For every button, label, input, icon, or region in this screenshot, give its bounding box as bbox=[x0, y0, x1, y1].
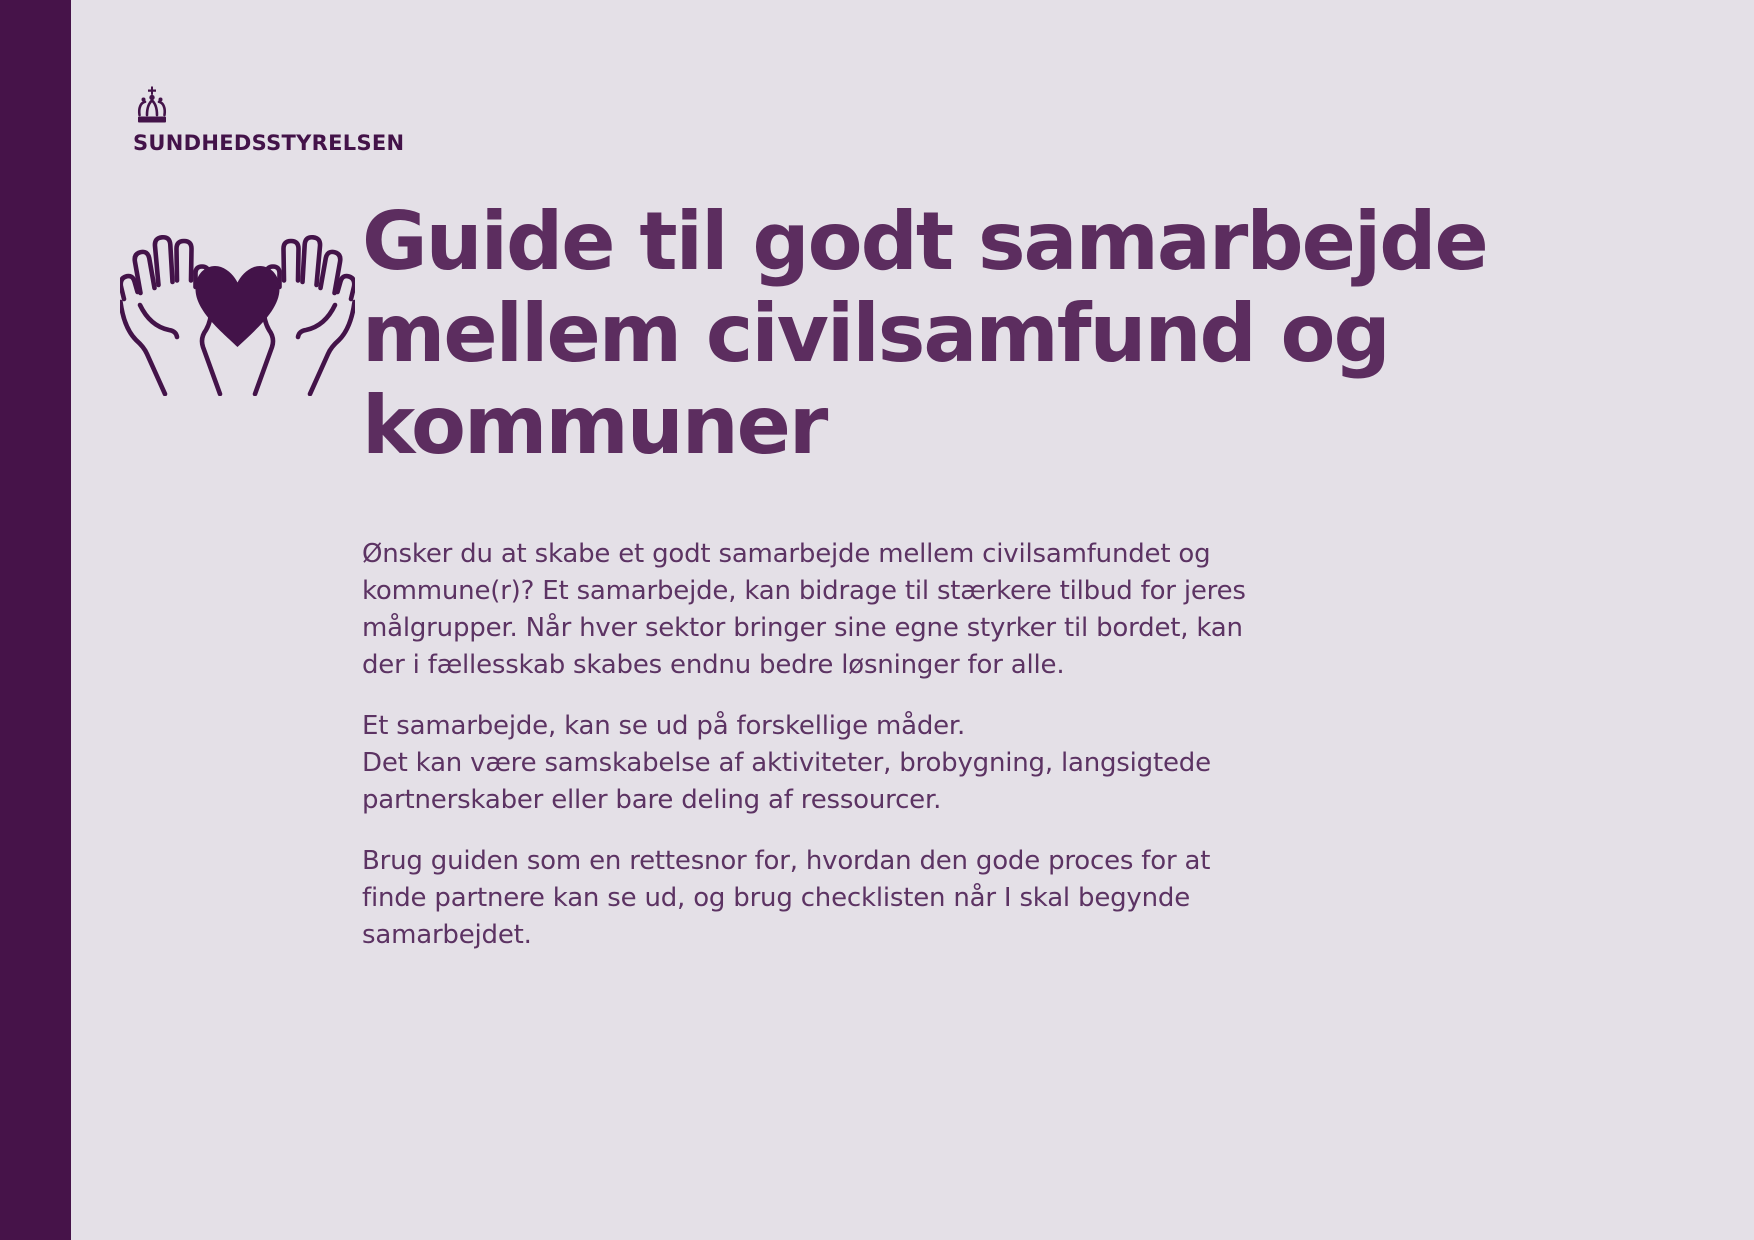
text-line: Et samarbejde, kan se ud på forskellige måder. bbox=[362, 711, 966, 741]
intro-paragraph-1 bbox=[362, 536, 1622, 684]
text-line: der i fællesskab skabes endnu bedre løsninger for alle. bbox=[362, 650, 1065, 680]
title-line-2: mellem civilsamfund og bbox=[362, 287, 1389, 380]
heart-shape bbox=[196, 266, 280, 347]
text-line: samarbejdet. bbox=[362, 920, 532, 950]
text-line: Det kan være samskabelse af aktiviteter, brobygning, langsigtede bbox=[362, 748, 1211, 778]
intro-paragraph-2 bbox=[362, 708, 1622, 819]
text-line: målgrupper. Når hver sektor bringer sine egne styrker til bordet, kan bbox=[362, 613, 1243, 643]
logo bbox=[133, 86, 404, 155]
content bbox=[362, 196, 1622, 978]
logo-text: SUNDHEDSSTYRELSEN bbox=[133, 131, 405, 155]
intro-text bbox=[362, 536, 1622, 954]
page-title bbox=[362, 196, 1622, 472]
intro-paragraph-3 bbox=[362, 843, 1622, 954]
title-line-1: Guide til godt samarbejde bbox=[362, 195, 1487, 288]
text-line: Brug guiden som en rettesnor for, hvordan den gode proces for at bbox=[362, 846, 1211, 876]
text-line: Ønsker du at skabe et godt samarbejde mellem civilsamfundet og bbox=[362, 539, 1211, 569]
left-accent-bar bbox=[0, 0, 71, 1240]
text-line: finde partnere kan se ud, og brug checklisten når I skal begynde bbox=[362, 883, 1190, 913]
text-line: kommune(r)? Et samarbejde, kan bidrage til stærkere tilbud for jeres bbox=[362, 576, 1246, 606]
text-line: partnerskaber eller bare deling af ressourcer. bbox=[362, 785, 942, 815]
title-line-3: kommuner bbox=[362, 379, 827, 472]
hands-holding-heart-icon bbox=[120, 206, 355, 396]
crown-icon bbox=[135, 86, 169, 126]
